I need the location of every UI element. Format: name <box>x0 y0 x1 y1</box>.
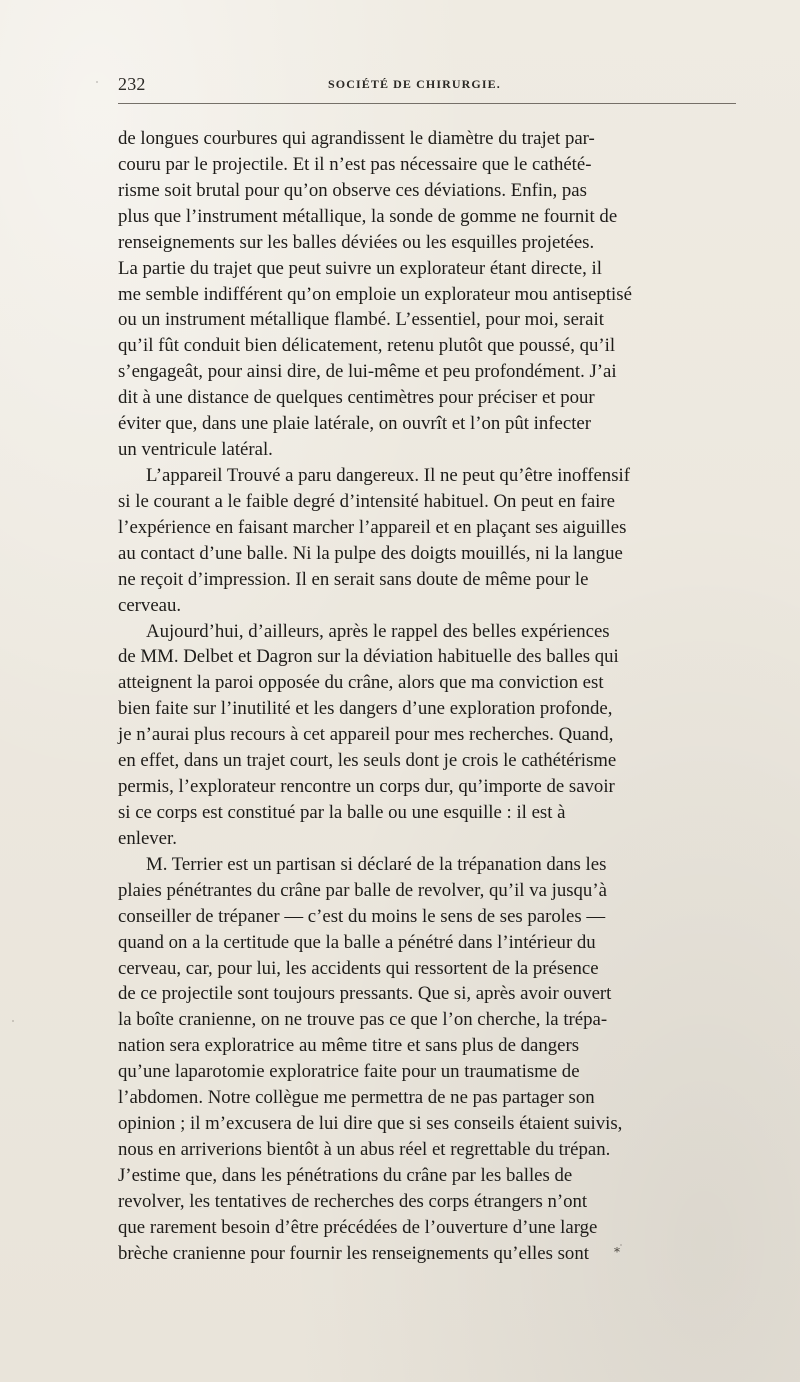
text-line: nous en arriverions bientôt à un abus réel et regrettable du trépan. <box>118 1138 611 1160</box>
text-line: La partie du trajet que peut suivre un explorateur étant directe, il <box>118 257 602 279</box>
text-line: opinion ; il m’excusera de lui dire que si ses conseils étaient suivis, <box>118 1113 623 1135</box>
text-line: qu’il fût conduit bien délicatement, retenu plutôt que poussé, qu’il <box>118 335 616 357</box>
page-header <box>118 74 736 98</box>
text-line: nation sera exploratrice au même titre et sans plus de dangers <box>118 1035 580 1057</box>
text-line: couru par le projectile. Et il n’est pas nécessaire que le cathété- <box>118 153 592 175</box>
running-title: SOCIÉTÉ DE CHIRURGIE. <box>328 77 501 91</box>
text-line: renseignements sur les balles déviées ou les esquilles projetées. <box>118 231 595 253</box>
text-line: revolver, les tentatives de recherches des corps étrangers n’ont <box>118 1190 588 1212</box>
text-line: l’abdomen. Notre collègue me permettra de ne pas partager son <box>118 1087 595 1109</box>
text-line: bien faite sur l’inutilité et les dangers d’une exploration profonde, <box>118 698 613 720</box>
header-rule <box>118 103 736 104</box>
text-line: plaies pénétrantes du crâne par balle de revolver, qu’il va jusqu’à <box>118 879 607 901</box>
text-line: éviter que, dans une plaie latérale, on ouvrît et l’on pût infecter <box>118 413 591 435</box>
text-line: dit à une distance de quelques centimètres pour préciser et pour <box>118 387 595 409</box>
body-text <box>118 126 736 1267</box>
text-line: de ce projectile sont toujours pressants. Que si, après avoir ouvert <box>118 983 612 1005</box>
text-line: L’appareil Trouvé a paru dangereux. Il ne peut qu’être inoffensif <box>146 464 630 486</box>
text-line: Aujourd’hui, d’ailleurs, après le rappel des belles expériences <box>146 620 610 642</box>
text-line: conseiller de trépaner — c’est du moins le sens de ses paroles — <box>118 905 606 927</box>
text-line: enlever. <box>118 827 177 849</box>
text-line: cerveau. <box>118 594 182 616</box>
text-line: M. Terrier est un partisan si déclaré de la trépanation dans les <box>146 853 607 875</box>
text-line: si le courant a le faible degré d’intensité habituel. On peut en faire <box>118 490 615 512</box>
text-line: ou un instrument métallique flambé. L’essentiel, pour moi, serait <box>118 309 604 331</box>
text-line: ne reçoit d’impression. Il en serait sans doute de même pour le <box>118 568 589 590</box>
paper-speck <box>12 1020 14 1022</box>
text-line: risme soit brutal pour qu’on observe ces déviations. Enfin, pas <box>118 179 587 201</box>
text-line: quand on a la certitude que la balle a pénétré dans l’intérieur du <box>118 931 596 953</box>
text-line: en effet, dans un trajet court, les seuls dont je crois le cathétérisme <box>118 750 617 772</box>
paper-speck <box>620 1244 622 1246</box>
text-line: si ce corps est constitué par la balle ou une esquille : il est à <box>118 801 566 823</box>
paper-speck <box>96 81 98 83</box>
text-line: me semble indifférent qu’on emploie un explorateur mou antiseptisé <box>118 283 632 305</box>
text-line: atteignent la paroi opposée du crâne, alors que ma conviction est <box>118 672 604 694</box>
text-line: au contact d’une balle. Ni la pulpe des doigts mouillés, ni la langue <box>118 542 623 564</box>
text-line: je n’aurai plus recours à cet appareil pour mes recherches. Quand, <box>118 724 614 746</box>
text-line: plus que l’instrument métallique, la sonde de gomme ne fournit de <box>118 205 618 227</box>
text-line: qu’une laparotomie exploratrice faite pour un traumatisme de <box>118 1061 580 1083</box>
text-line: l’expérience en faisant marcher l’appareil et en plaçant ses aiguilles <box>118 516 627 538</box>
text-line: J’estime que, dans les pénétrations du crâne par les balles de <box>118 1164 573 1186</box>
text-line: de longues courbures qui agrandissent le diamètre du trajet par- <box>118 128 595 149</box>
text-line: cerveau, car, pour lui, les accidents qui ressortent de la présence <box>118 957 599 979</box>
text-line: brèche cranienne pour fournir les renseignements qu’elles sont <box>118 1242 589 1264</box>
text-line: s’engageât, pour ainsi dire, de lui-même et peu profondément. J’ai <box>118 361 617 383</box>
text-line: un ventricule latéral. <box>118 439 273 461</box>
footer-mark: * <box>614 1245 620 1259</box>
text-line: permis, l’explorateur rencontre un corps dur, qu’importe de savoir <box>118 776 615 798</box>
text-line: que rarement besoin d’être précédées de l’ouverture d’une large <box>118 1216 598 1238</box>
page-number: 232 <box>118 74 146 94</box>
text-line: de MM. Delbet et Dagron sur la déviation habituelle des balles qui <box>118 646 619 668</box>
text-line: la boîte cranienne, on ne trouve pas ce que l’on cherche, la trépa- <box>118 1009 608 1031</box>
